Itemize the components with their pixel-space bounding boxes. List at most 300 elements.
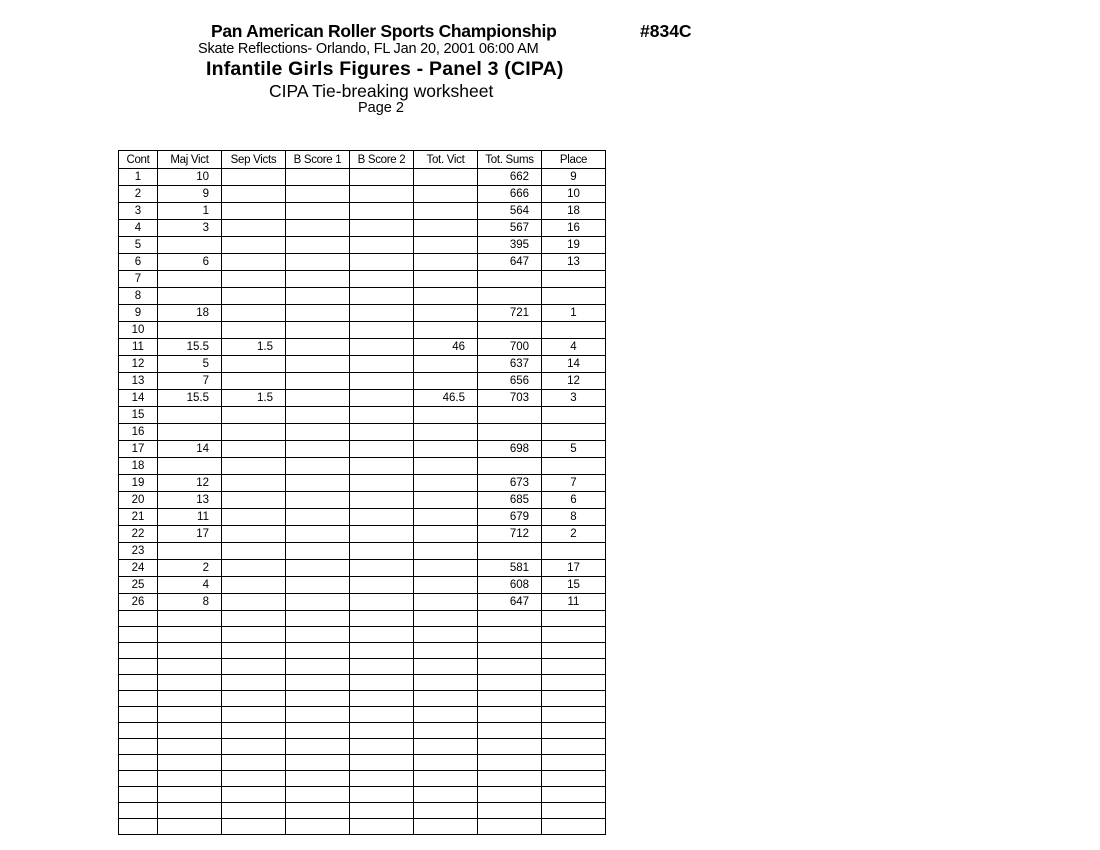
cell-sep-victs (222, 819, 286, 835)
cell-place: 9 (542, 169, 606, 186)
cell-tot-vict (414, 787, 478, 803)
cell-sep-victs: 1.5 (222, 390, 286, 407)
table-row (119, 186, 606, 203)
cell-maj-vict (158, 691, 222, 707)
table-row (119, 739, 606, 755)
cell-tot-vict (414, 611, 478, 627)
table-row (119, 475, 606, 492)
cell-tot-vict (414, 803, 478, 819)
cell-tot-vict (414, 186, 478, 203)
cell-tot-sums (478, 787, 542, 803)
cell-tot-vict (414, 739, 478, 755)
cell-b-score-1 (286, 659, 350, 675)
cell-place: 18 (542, 203, 606, 220)
cell-tot-sums: 637 (478, 356, 542, 373)
cell-b-score-2 (350, 441, 414, 458)
cell-cont: 20 (119, 492, 158, 509)
championship-title: Pan American Roller Sports Championship (211, 21, 557, 41)
cell-tot-vict (414, 356, 478, 373)
cell-tot-vict (414, 643, 478, 659)
cell-place (542, 659, 606, 675)
table-row (119, 560, 606, 577)
cell-place: 2 (542, 526, 606, 543)
cell-cont (119, 771, 158, 787)
cell-b-score-2 (350, 339, 414, 356)
cell-maj-vict: 15.5 (158, 339, 222, 356)
cell-sep-victs (222, 322, 286, 339)
cell-tot-sums: 608 (478, 577, 542, 594)
cell-b-score-2 (350, 771, 414, 787)
cell-place: 1 (542, 305, 606, 322)
cell-sep-victs (222, 271, 286, 288)
cell-tot-vict (414, 594, 478, 611)
cell-tot-sums (478, 659, 542, 675)
cell-tot-sums: 647 (478, 254, 542, 271)
column-header-tot-vict: Tot. Vict (414, 151, 478, 169)
cell-maj-vict: 2 (158, 560, 222, 577)
cell-place (542, 739, 606, 755)
cell-tot-sums (478, 627, 542, 643)
cell-tot-sums: 685 (478, 492, 542, 509)
cell-tot-sums: 395 (478, 237, 542, 254)
cell-b-score-2 (350, 560, 414, 577)
cell-sep-victs (222, 787, 286, 803)
cell-cont (119, 627, 158, 643)
cell-cont: 1 (119, 169, 158, 186)
cell-b-score-2 (350, 509, 414, 526)
cell-maj-vict (158, 237, 222, 254)
table-row (119, 659, 606, 675)
cell-place: 15 (542, 577, 606, 594)
cell-tot-sums (478, 723, 542, 739)
cell-place: 11 (542, 594, 606, 611)
table-row (119, 691, 606, 707)
cell-place (542, 543, 606, 560)
cell-tot-sums: 679 (478, 509, 542, 526)
cell-sep-victs (222, 659, 286, 675)
cell-cont: 23 (119, 543, 158, 560)
cell-b-score-1 (286, 707, 350, 723)
cell-b-score-1 (286, 339, 350, 356)
cell-b-score-2 (350, 492, 414, 509)
cell-maj-vict (158, 819, 222, 835)
cell-sep-victs (222, 356, 286, 373)
column-header-maj-vict: Maj Vict (158, 151, 222, 169)
cell-maj-vict: 7 (158, 373, 222, 390)
cell-tot-vict: 46.5 (414, 390, 478, 407)
cell-b-score-1 (286, 787, 350, 803)
cell-maj-vict: 14 (158, 441, 222, 458)
table-row (119, 288, 606, 305)
cell-b-score-1 (286, 819, 350, 835)
cell-tot-vict (414, 577, 478, 594)
cell-sep-victs (222, 594, 286, 611)
cell-place: 13 (542, 254, 606, 271)
cell-b-score-2 (350, 526, 414, 543)
cell-tot-sums: 703 (478, 390, 542, 407)
cell-tot-vict (414, 254, 478, 271)
table-row (119, 723, 606, 739)
table-row (119, 819, 606, 835)
cell-b-score-1 (286, 755, 350, 771)
cell-b-score-1 (286, 492, 350, 509)
cell-tot-vict (414, 627, 478, 643)
cell-cont: 6 (119, 254, 158, 271)
cell-b-score-1 (286, 169, 350, 186)
cell-place: 17 (542, 560, 606, 577)
cell-place (542, 819, 606, 835)
table-row (119, 526, 606, 543)
cell-cont: 21 (119, 509, 158, 526)
cell-cont: 26 (119, 594, 158, 611)
table-row (119, 254, 606, 271)
cell-b-score-1 (286, 186, 350, 203)
cell-cont (119, 803, 158, 819)
table-row (119, 594, 606, 611)
cell-maj-vict (158, 611, 222, 627)
cell-b-score-1 (286, 675, 350, 691)
cell-b-score-2 (350, 627, 414, 643)
cell-tot-sums (478, 322, 542, 339)
cell-sep-victs (222, 755, 286, 771)
cell-maj-vict (158, 627, 222, 643)
cell-place (542, 407, 606, 424)
cell-tot-sums: 564 (478, 203, 542, 220)
cell-b-score-2 (350, 739, 414, 755)
cell-tot-sums: 662 (478, 169, 542, 186)
cell-b-score-1 (286, 424, 350, 441)
cell-sep-victs (222, 254, 286, 271)
cell-tot-vict (414, 691, 478, 707)
cell-tot-vict (414, 675, 478, 691)
cell-maj-vict: 8 (158, 594, 222, 611)
cell-b-score-2 (350, 723, 414, 739)
cell-tot-vict (414, 220, 478, 237)
cell-tot-vict (414, 203, 478, 220)
cell-tot-sums (478, 271, 542, 288)
cell-sep-victs (222, 424, 286, 441)
cell-b-score-2 (350, 475, 414, 492)
cell-b-score-1 (286, 441, 350, 458)
cell-tot-vict (414, 755, 478, 771)
cell-b-score-2 (350, 577, 414, 594)
cell-sep-victs (222, 288, 286, 305)
cell-b-score-2 (350, 691, 414, 707)
cell-b-score-2 (350, 803, 414, 819)
table-row (119, 755, 606, 771)
cell-cont: 12 (119, 356, 158, 373)
cell-cont: 10 (119, 322, 158, 339)
cell-maj-vict: 1 (158, 203, 222, 220)
cell-cont: 16 (119, 424, 158, 441)
cell-b-score-1 (286, 407, 350, 424)
cell-maj-vict (158, 803, 222, 819)
cell-tot-vict (414, 543, 478, 560)
column-header-cont: Cont (119, 151, 158, 169)
cell-place (542, 288, 606, 305)
cell-place: 7 (542, 475, 606, 492)
cell-b-score-2 (350, 819, 414, 835)
cell-sep-victs (222, 691, 286, 707)
cell-sep-victs (222, 509, 286, 526)
cell-maj-vict: 12 (158, 475, 222, 492)
cell-cont: 5 (119, 237, 158, 254)
cell-place (542, 787, 606, 803)
cell-tot-vict (414, 424, 478, 441)
tie-breaking-table (118, 150, 606, 835)
cell-cont: 25 (119, 577, 158, 594)
cell-maj-vict (158, 755, 222, 771)
cell-tot-sums (478, 543, 542, 560)
cell-sep-victs (222, 458, 286, 475)
cell-cont (119, 739, 158, 755)
cell-maj-vict (158, 739, 222, 755)
cell-b-score-2 (350, 220, 414, 237)
cell-tot-vict (414, 407, 478, 424)
cell-place (542, 424, 606, 441)
cell-tot-vict (414, 271, 478, 288)
cell-sep-victs (222, 220, 286, 237)
table-row (119, 458, 606, 475)
cell-tot-sums (478, 643, 542, 659)
table-row (119, 169, 606, 186)
cell-b-score-1 (286, 220, 350, 237)
cell-sep-victs (222, 441, 286, 458)
cell-maj-vict (158, 659, 222, 675)
cell-tot-vict: 46 (414, 339, 478, 356)
cell-b-score-1 (286, 203, 350, 220)
cell-place (542, 755, 606, 771)
cell-tot-vict (414, 475, 478, 492)
table-row (119, 707, 606, 723)
cell-place (542, 771, 606, 787)
cell-tot-sums (478, 691, 542, 707)
cell-tot-sums (478, 407, 542, 424)
cell-sep-victs (222, 771, 286, 787)
cell-b-score-1 (286, 356, 350, 373)
cell-tot-sums: 647 (478, 594, 542, 611)
cell-place: 10 (542, 186, 606, 203)
cell-maj-vict: 4 (158, 577, 222, 594)
cell-tot-sums: 721 (478, 305, 542, 322)
cell-b-score-2 (350, 707, 414, 723)
cell-maj-vict: 6 (158, 254, 222, 271)
cell-b-score-2 (350, 611, 414, 627)
cell-b-score-1 (286, 611, 350, 627)
cell-b-score-1 (286, 560, 350, 577)
table-row (119, 643, 606, 659)
cell-sep-victs (222, 526, 286, 543)
cell-sep-victs: 1.5 (222, 339, 286, 356)
cell-maj-vict: 13 (158, 492, 222, 509)
cell-cont: 9 (119, 305, 158, 322)
cell-cont (119, 787, 158, 803)
column-header-sep-victs: Sep Victs (222, 151, 286, 169)
column-header-b-score-2: B Score 2 (350, 151, 414, 169)
cell-maj-vict: 15.5 (158, 390, 222, 407)
table-row (119, 356, 606, 373)
cell-maj-vict: 9 (158, 186, 222, 203)
column-header-tot-sums: Tot. Sums (478, 151, 542, 169)
cell-b-score-2 (350, 787, 414, 803)
cell-maj-vict: 17 (158, 526, 222, 543)
cell-cont (119, 691, 158, 707)
cell-b-score-2 (350, 288, 414, 305)
cell-b-score-2 (350, 458, 414, 475)
cell-b-score-1 (286, 373, 350, 390)
cell-maj-vict: 11 (158, 509, 222, 526)
cell-sep-victs (222, 611, 286, 627)
cell-b-score-2 (350, 755, 414, 771)
cell-maj-vict (158, 643, 222, 659)
cell-place (542, 611, 606, 627)
cell-sep-victs (222, 186, 286, 203)
cell-b-score-1 (286, 458, 350, 475)
cell-b-score-2 (350, 659, 414, 675)
cell-b-score-2 (350, 373, 414, 390)
table-row (119, 611, 606, 627)
cell-cont: 3 (119, 203, 158, 220)
cell-place (542, 723, 606, 739)
cell-tot-vict (414, 305, 478, 322)
cell-tot-vict (414, 458, 478, 475)
cell-b-score-1 (286, 288, 350, 305)
cell-b-score-2 (350, 237, 414, 254)
cell-sep-victs (222, 577, 286, 594)
cell-tot-sums (478, 288, 542, 305)
cell-cont: 18 (119, 458, 158, 475)
table-header-row (119, 151, 606, 169)
cell-tot-sums: 698 (478, 441, 542, 458)
cell-b-score-1 (286, 390, 350, 407)
worksheet-title: CIPA Tie-breaking worksheet (269, 81, 494, 101)
cell-b-score-2 (350, 543, 414, 560)
cell-sep-victs (222, 675, 286, 691)
cell-cont (119, 659, 158, 675)
cell-tot-vict (414, 169, 478, 186)
cell-place (542, 458, 606, 475)
event-code: #834C (640, 21, 692, 41)
cell-place: 12 (542, 373, 606, 390)
table-row (119, 675, 606, 691)
cell-b-score-1 (286, 305, 350, 322)
cell-b-score-1 (286, 643, 350, 659)
cell-cont (119, 675, 158, 691)
cell-cont: 4 (119, 220, 158, 237)
cell-tot-vict (414, 322, 478, 339)
cell-cont: 19 (119, 475, 158, 492)
cell-b-score-2 (350, 424, 414, 441)
cell-tot-sums (478, 755, 542, 771)
table-row (119, 339, 606, 356)
cell-cont: 15 (119, 407, 158, 424)
cell-cont: 22 (119, 526, 158, 543)
cell-cont (119, 723, 158, 739)
cell-cont: 17 (119, 441, 158, 458)
table-row (119, 237, 606, 254)
cell-sep-victs (222, 707, 286, 723)
venue-and-date: Skate Reflections- Orlando, FL Jan 20, 2001 06:00 AM (198, 41, 539, 57)
cell-cont: 24 (119, 560, 158, 577)
cell-b-score-1 (286, 691, 350, 707)
cell-tot-vict (414, 659, 478, 675)
cell-b-score-1 (286, 594, 350, 611)
cell-sep-victs (222, 723, 286, 739)
cell-cont (119, 611, 158, 627)
cell-b-score-2 (350, 271, 414, 288)
cell-tot-sums (478, 803, 542, 819)
cell-tot-vict (414, 288, 478, 305)
cell-tot-sums (478, 458, 542, 475)
cell-b-score-2 (350, 305, 414, 322)
cell-place (542, 643, 606, 659)
cell-maj-vict (158, 288, 222, 305)
cell-tot-vict (414, 771, 478, 787)
table-row (119, 771, 606, 787)
cell-tot-vict (414, 819, 478, 835)
cell-maj-vict (158, 771, 222, 787)
cell-place (542, 691, 606, 707)
cell-b-score-2 (350, 643, 414, 659)
cell-maj-vict: 5 (158, 356, 222, 373)
cell-cont: 13 (119, 373, 158, 390)
cell-place: 3 (542, 390, 606, 407)
cell-sep-victs (222, 803, 286, 819)
cell-b-score-1 (286, 254, 350, 271)
cell-cont (119, 707, 158, 723)
column-header-place: Place (542, 151, 606, 169)
cell-b-score-2 (350, 594, 414, 611)
cell-tot-sums: 673 (478, 475, 542, 492)
cell-b-score-2 (350, 322, 414, 339)
cell-b-score-1 (286, 322, 350, 339)
cell-b-score-2 (350, 675, 414, 691)
cell-maj-vict (158, 458, 222, 475)
cell-maj-vict (158, 787, 222, 803)
cell-tot-sums (478, 739, 542, 755)
cell-tot-vict (414, 526, 478, 543)
cell-tot-sums: 700 (478, 339, 542, 356)
cell-place: 16 (542, 220, 606, 237)
cell-tot-vict (414, 441, 478, 458)
cell-cont (119, 819, 158, 835)
cell-sep-victs (222, 643, 286, 659)
cell-b-score-1 (286, 526, 350, 543)
cell-cont: 2 (119, 186, 158, 203)
cell-b-score-1 (286, 577, 350, 594)
cell-b-score-2 (350, 203, 414, 220)
cell-tot-sums: 656 (478, 373, 542, 390)
column-header-b-score-1: B Score 1 (286, 151, 350, 169)
cell-tot-vict (414, 492, 478, 509)
cell-sep-victs (222, 407, 286, 424)
cell-tot-sums: 712 (478, 526, 542, 543)
cell-sep-victs (222, 169, 286, 186)
cell-sep-victs (222, 373, 286, 390)
table-row (119, 322, 606, 339)
table-row (119, 441, 606, 458)
cell-sep-victs (222, 627, 286, 643)
cell-sep-victs (222, 739, 286, 755)
cell-tot-sums (478, 424, 542, 441)
table-row (119, 509, 606, 526)
cell-place: 19 (542, 237, 606, 254)
cell-tot-sums (478, 675, 542, 691)
cell-b-score-1 (286, 739, 350, 755)
cell-maj-vict (158, 271, 222, 288)
cell-b-score-1 (286, 271, 350, 288)
table-row (119, 627, 606, 643)
